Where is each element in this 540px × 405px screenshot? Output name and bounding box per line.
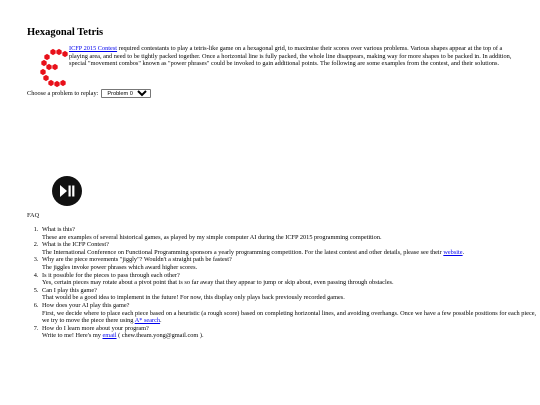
faq-item [40, 241, 540, 256]
faq-question: What is the ICFP Contest? [42, 241, 109, 249]
problem-select[interactable] [101, 89, 151, 98]
hexagon-cell [44, 54, 49, 60]
faq-answer-text: . [160, 317, 162, 325]
hexagon-logo [32, 47, 70, 89]
a-star-search-link[interactable]: A* search [134, 317, 161, 325]
faq-answer-text: . [462, 248, 465, 256]
faq-item [40, 226, 540, 241]
hexagon-cell [60, 80, 65, 86]
problem-chooser [27, 89, 151, 98]
page-title: Hexagonal Tetris [27, 27, 104, 38]
play-pause-button[interactable] [52, 176, 82, 206]
faq-answer: These are examples of several historical games, as played by my simple computer AI during the ICFP 2015 programming competition. [42, 233, 382, 241]
faq-answer: That would be a good idea to implement in the future! For now, this display only plays back previously recorded games. [42, 294, 345, 302]
faq-answer [42, 249, 540, 257]
faq-question: Can I play this game? [42, 286, 97, 294]
faq-answer [42, 332, 540, 340]
hexagon-cell [43, 75, 48, 81]
faq-answer-text: ( chew.theam.yong@gmail.com ). [116, 332, 204, 340]
email-link[interactable]: email [102, 332, 117, 340]
hexagon-cell [56, 49, 61, 55]
hexagon-cell [54, 81, 59, 87]
hexagon-cell [48, 80, 53, 86]
intro-text: required contestants to play a tetris-like game on a hexagonal grid, to maximise their scores over various problems. Various shapes appear at the top of a playing area, and need to be tightly packed together. Once a horizontal line is fully packed, the whole line disappears, making way for more shapes to be packed in. In addition, special "movement combos" known as "power phrases" could be invoked to gain additional points. The following are some examples from the contest, and their solutions. [69, 45, 512, 67]
faq-answer-text: The International Conference on Functional Programming sponsors a yearly programming competition. For the latest contest and other details, please see their [42, 248, 444, 256]
faq-item [40, 256, 540, 271]
faq-answer-text: Write to me! Here's my [42, 332, 103, 340]
hexagon-cell [50, 49, 55, 55]
hexagon-cell [40, 69, 45, 75]
hexagon-cell [52, 64, 57, 70]
faq-list [27, 226, 540, 340]
faq-item [40, 287, 540, 302]
faq-answer-text: First, we decide where to place each piece based on a heuristic (a rough score) based on completing horizontal lines, and avoiding overhangs. Once we have a few possible positions for each piece, we try to move the piece there using [42, 309, 537, 325]
faq-answer: The jiggles invoke power phrases which award higher scores. [42, 263, 198, 271]
faq-item [40, 302, 540, 325]
faq-answer [42, 310, 540, 325]
faq-question: Why are the piece movements "jiggly"? Wouldn't a straight path be fastest? [42, 256, 232, 264]
hexagon-cell [46, 64, 51, 70]
faq-item [40, 272, 540, 287]
faq-question: How do I learn more about your program? [42, 324, 149, 332]
website-link[interactable]: website [443, 248, 463, 256]
faq-question: Is it possible for the pieces to pass through each other? [42, 271, 180, 279]
faq-question: How does your AI play this game? [42, 301, 130, 309]
problem-chooser-label: Choose a problem to replay: [27, 90, 99, 97]
faq-question: What is this? [42, 226, 75, 233]
play-pause-icon [60, 185, 75, 197]
faq-item [40, 325, 540, 340]
intro-paragraph [69, 45, 517, 68]
faq-answer: Yes, certain pieces may rotate about a pivot point that is so far away that they appear to jump or skip about, even passing through obstacles. [42, 279, 394, 287]
hexagon-cell [62, 51, 67, 57]
icfp-contest-link[interactable]: ICFP 2015 Contest [69, 45, 118, 52]
hexagon-cell [41, 60, 46, 66]
faq-heading: FAQ [27, 212, 40, 219]
